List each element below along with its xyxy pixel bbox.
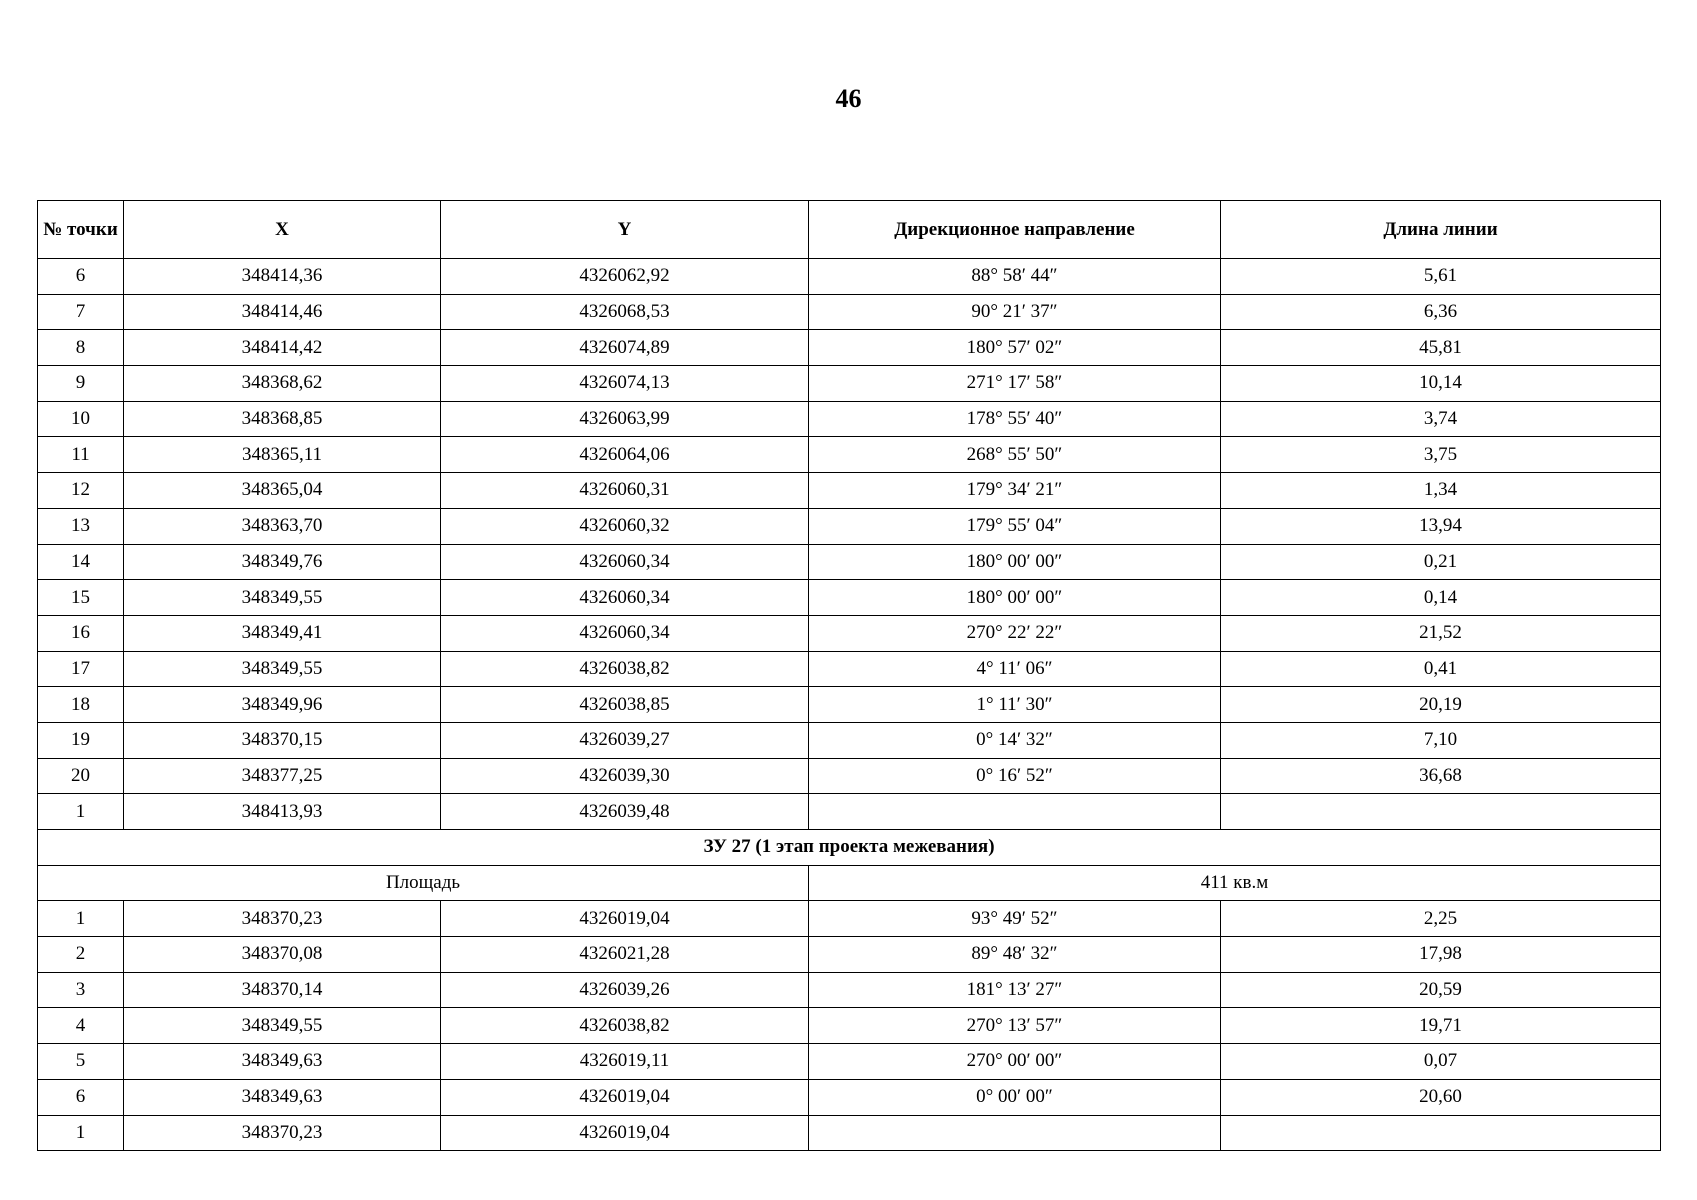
header-row <box>38 201 1661 259</box>
point-number-cell: 7 <box>38 294 124 330</box>
y-value-cell: 4326074,89 <box>441 330 809 366</box>
line-length-cell: 6,36 <box>1221 294 1661 330</box>
table-row <box>38 901 1661 937</box>
table-row <box>38 1079 1661 1115</box>
point-number-cell: 17 <box>38 651 124 687</box>
table-row <box>38 1044 1661 1080</box>
table-row <box>38 687 1661 723</box>
direction-cell: 88° 58′ 44″ <box>809 259 1221 295</box>
y-value-cell: 4326019,04 <box>441 901 809 937</box>
direction-cell: 0° 14′ 32″ <box>809 722 1221 758</box>
block1-body <box>38 259 1661 830</box>
point-number-cell: 12 <box>38 473 124 509</box>
point-number-cell: 5 <box>38 1044 124 1080</box>
y-value-cell: 4326019,04 <box>441 1115 809 1151</box>
table-row <box>38 722 1661 758</box>
point-number-cell: 16 <box>38 615 124 651</box>
header-line-length: Длина линии <box>1221 201 1661 259</box>
line-length-cell: 7,10 <box>1221 722 1661 758</box>
line-length-cell: 0,07 <box>1221 1044 1661 1080</box>
point-number-cell: 14 <box>38 544 124 580</box>
table-row <box>38 615 1661 651</box>
point-number-cell: 2 <box>38 937 124 973</box>
table-row <box>38 972 1661 1008</box>
direction-cell: 180° 57′ 02″ <box>809 330 1221 366</box>
line-length-cell: 20,19 <box>1221 687 1661 723</box>
direction-cell: 268° 55′ 50″ <box>809 437 1221 473</box>
line-length-cell: 36,68 <box>1221 758 1661 794</box>
point-number-cell: 6 <box>38 259 124 295</box>
line-length-cell: 21,52 <box>1221 615 1661 651</box>
line-length-cell <box>1221 1115 1661 1151</box>
y-value-cell: 4326019,04 <box>441 1079 809 1115</box>
table-row <box>38 1008 1661 1044</box>
line-length-cell: 5,61 <box>1221 259 1661 295</box>
table-row <box>38 437 1661 473</box>
x-value-cell: 348370,23 <box>124 901 441 937</box>
point-number-cell: 9 <box>38 366 124 402</box>
x-value-cell: 348349,55 <box>124 651 441 687</box>
y-value-cell: 4326060,31 <box>441 473 809 509</box>
point-number-cell: 1 <box>38 794 124 830</box>
y-value-cell: 4326068,53 <box>441 294 809 330</box>
point-number-cell: 18 <box>38 687 124 723</box>
line-length-cell: 3,75 <box>1221 437 1661 473</box>
table-row <box>38 473 1661 509</box>
table-row <box>38 259 1661 295</box>
point-number-cell: 13 <box>38 508 124 544</box>
point-number-cell: 3 <box>38 972 124 1008</box>
y-value-cell: 4326060,34 <box>441 580 809 616</box>
point-number-cell: 4 <box>38 1008 124 1044</box>
direction-cell: 89° 48′ 32″ <box>809 937 1221 973</box>
y-value-cell: 4326060,34 <box>441 615 809 651</box>
line-length-cell: 2,25 <box>1221 901 1661 937</box>
x-value-cell: 348370,15 <box>124 722 441 758</box>
direction-cell: 270° 00′ 00″ <box>809 1044 1221 1080</box>
x-value-cell: 348365,04 <box>124 473 441 509</box>
y-value-cell: 4326039,26 <box>441 972 809 1008</box>
header-x: X <box>124 201 441 259</box>
table-row <box>38 937 1661 973</box>
x-value-cell: 348349,55 <box>124 580 441 616</box>
line-length-cell: 45,81 <box>1221 330 1661 366</box>
point-number-cell: 11 <box>38 437 124 473</box>
x-value-cell: 348349,63 <box>124 1079 441 1115</box>
direction-cell: 179° 55′ 04″ <box>809 508 1221 544</box>
y-value-cell: 4326038,82 <box>441 651 809 687</box>
y-value-cell: 4326064,06 <box>441 437 809 473</box>
y-value-cell: 4326039,30 <box>441 758 809 794</box>
direction-cell: 93° 49′ 52″ <box>809 901 1221 937</box>
line-length-cell: 10,14 <box>1221 366 1661 402</box>
line-length-cell <box>1221 794 1661 830</box>
direction-cell: 90° 21′ 37″ <box>809 294 1221 330</box>
area-label: Площадь <box>38 865 809 901</box>
direction-cell: 271° 17′ 58″ <box>809 366 1221 402</box>
x-value-cell: 348370,08 <box>124 937 441 973</box>
table-row <box>38 794 1661 830</box>
y-value-cell: 4326060,32 <box>441 508 809 544</box>
x-value-cell: 348349,96 <box>124 687 441 723</box>
line-length-cell: 3,74 <box>1221 401 1661 437</box>
direction-cell: 181° 13′ 27″ <box>809 972 1221 1008</box>
y-value-cell: 4326019,11 <box>441 1044 809 1080</box>
direction-cell: 270° 22′ 22″ <box>809 615 1221 651</box>
y-value-cell: 4326062,92 <box>441 259 809 295</box>
x-value-cell: 348368,62 <box>124 366 441 402</box>
direction-cell: 179° 34′ 21″ <box>809 473 1221 509</box>
x-value-cell: 348365,11 <box>124 437 441 473</box>
x-value-cell: 348377,25 <box>124 758 441 794</box>
direction-cell: 1° 11′ 30″ <box>809 687 1221 723</box>
table-row <box>38 1115 1661 1151</box>
header-point-number: № точки <box>38 201 124 259</box>
page-number: 46 <box>835 84 862 113</box>
direction-cell: 270° 13′ 57″ <box>809 1008 1221 1044</box>
x-value-cell: 348414,46 <box>124 294 441 330</box>
line-length-cell: 0,21 <box>1221 544 1661 580</box>
point-number-cell: 15 <box>38 580 124 616</box>
coordinates-table <box>37 200 1661 1151</box>
table-row <box>38 758 1661 794</box>
x-value-cell: 348370,14 <box>124 972 441 1008</box>
line-length-cell: 0,14 <box>1221 580 1661 616</box>
point-number-cell: 19 <box>38 722 124 758</box>
y-value-cell: 4326063,99 <box>441 401 809 437</box>
x-value-cell: 348368,85 <box>124 401 441 437</box>
x-value-cell: 348349,63 <box>124 1044 441 1080</box>
direction-cell <box>809 794 1221 830</box>
table-row <box>38 580 1661 616</box>
x-value-cell: 348413,93 <box>124 794 441 830</box>
section-row <box>38 830 1661 866</box>
line-length-cell: 20,60 <box>1221 1079 1661 1115</box>
point-number-cell: 1 <box>38 1115 124 1151</box>
direction-cell: 178° 55′ 40″ <box>809 401 1221 437</box>
line-length-cell: 17,98 <box>1221 937 1661 973</box>
point-number-cell: 8 <box>38 330 124 366</box>
section-title: ЗУ 27 (1 этап проекта межевания) <box>38 830 1661 866</box>
direction-cell: 0° 00′ 00″ <box>809 1079 1221 1115</box>
point-number-cell: 6 <box>38 1079 124 1115</box>
header-y: Y <box>441 201 809 259</box>
y-value-cell: 4326021,28 <box>441 937 809 973</box>
header-direction: Дирекционное направление <box>809 201 1221 259</box>
line-length-cell: 20,59 <box>1221 972 1661 1008</box>
y-value-cell: 4326038,85 <box>441 687 809 723</box>
direction-cell: 180° 00′ 00″ <box>809 544 1221 580</box>
point-number-cell: 1 <box>38 901 124 937</box>
x-value-cell: 348349,41 <box>124 615 441 651</box>
y-value-cell: 4326074,13 <box>441 366 809 402</box>
y-value-cell: 4326039,27 <box>441 722 809 758</box>
table-row <box>38 651 1661 687</box>
direction-cell: 0° 16′ 52″ <box>809 758 1221 794</box>
line-length-cell: 0,41 <box>1221 651 1661 687</box>
block2-body <box>38 901 1661 1151</box>
table-row <box>38 401 1661 437</box>
table-row <box>38 294 1661 330</box>
x-value-cell: 348349,76 <box>124 544 441 580</box>
x-value-cell: 348370,23 <box>124 1115 441 1151</box>
direction-cell: 180° 00′ 00″ <box>809 580 1221 616</box>
line-length-cell: 1,34 <box>1221 473 1661 509</box>
section-body <box>38 830 1661 901</box>
area-row <box>38 865 1661 901</box>
line-length-cell: 13,94 <box>1221 508 1661 544</box>
table-row <box>38 330 1661 366</box>
table-row <box>38 544 1661 580</box>
direction-cell: 4° 11′ 06″ <box>809 651 1221 687</box>
table-row <box>38 508 1661 544</box>
x-value-cell: 348349,55 <box>124 1008 441 1044</box>
y-value-cell: 4326060,34 <box>441 544 809 580</box>
x-value-cell: 348363,70 <box>124 508 441 544</box>
point-number-cell: 20 <box>38 758 124 794</box>
x-value-cell: 348414,42 <box>124 330 441 366</box>
line-length-cell: 19,71 <box>1221 1008 1661 1044</box>
x-value-cell: 348414,36 <box>124 259 441 295</box>
area-value: 411 кв.м <box>809 865 1661 901</box>
y-value-cell: 4326038,82 <box>441 1008 809 1044</box>
table-row <box>38 366 1661 402</box>
direction-cell <box>809 1115 1221 1151</box>
point-number-cell: 10 <box>38 401 124 437</box>
y-value-cell: 4326039,48 <box>441 794 809 830</box>
